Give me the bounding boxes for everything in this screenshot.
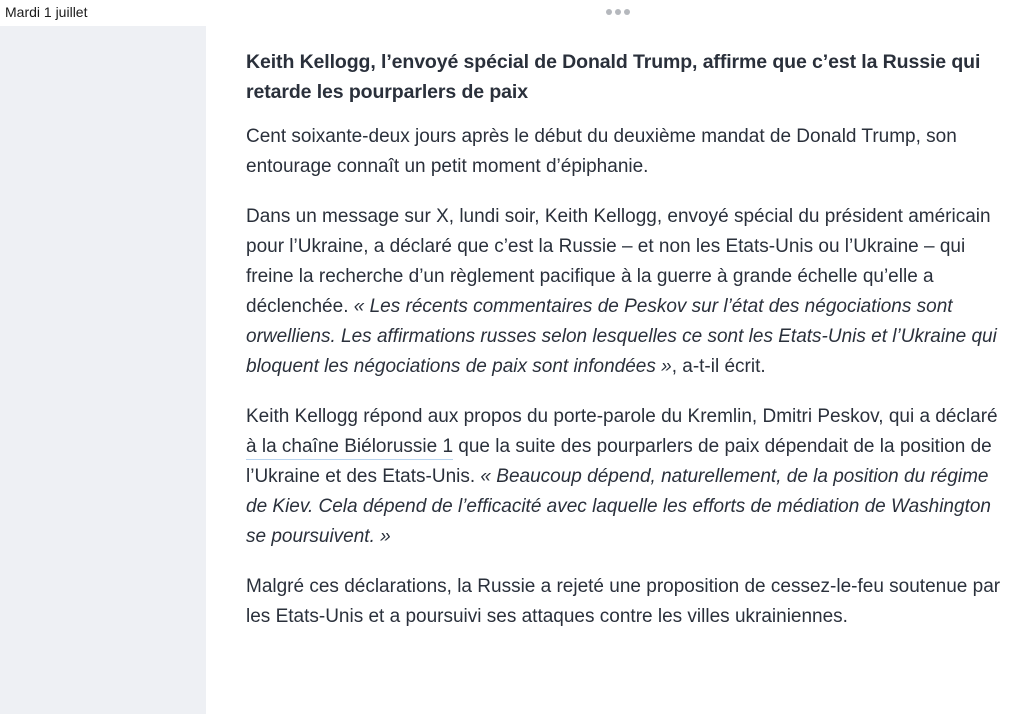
article-paragraph-4: Malgré ces déclarations, la Russie a rejeté une proposition de cessez-le-feu soutenue par les Etats-Unis et a poursuivi ses attaques contre les villes ukrainiennes. (246, 576, 1001, 627)
article-paragraph-1: Cent soixante-deux jours après le début du deuxième mandat de Donald Trump, son entourage connaît un petit moment d’épiphanie. (246, 126, 957, 177)
article-body (246, 47, 1006, 652)
paragraph-text: Dans un message sur X, lundi soir, Keith Kellogg, envoyé spécial du président américain pour l’Ukraine, a déclaré que c’est la Russie – et non les Etats-Unis ou l’Ukraine – qui freine la recherche d’un règlement pacifique à la guerre à grande échelle qu’elle a déclenchée. (246, 206, 991, 317)
dot-icon (606, 9, 612, 15)
article-paragraph-2 (246, 202, 1006, 382)
article-paragraph-3 (246, 402, 1006, 552)
status-bar (0, 0, 1024, 26)
dot-icon (624, 9, 630, 15)
dot-icon (615, 9, 621, 15)
paragraph-text: , a-t-il écrit. (671, 356, 766, 377)
paragraph-text: Keith Kellogg répond aux propos du porte-parole du Kremlin, Dmitri Peskov, qui a déclaré (246, 406, 998, 427)
status-bar-date: Mardi 1 juillet (5, 4, 88, 20)
sidebar-panel (0, 26, 206, 714)
quote-text: « Les récents commentaires de Peskov sur l’état des négociations sont orwelliens. Les affirmations russes selon lesquelles ce sont les Etats-Unis et l’Ukraine qui bloquent les négociations de paix sont infondées » (246, 296, 997, 377)
multitasking-menu-icon[interactable] (606, 9, 630, 15)
paragraph-text: que la suite des pourparlers de paix dépendait de la position de l’Ukraine et des Etats-Unis. (246, 436, 992, 487)
quote-text: « Beaucoup dépend, naturellement, de la position du régime de Kiev. Cela dépend de l’efficacité avec laquelle les efforts de médiation de Washington se poursuivent. » (246, 466, 991, 547)
belarus1-channel-link[interactable]: à la chaîne Biélorussie 1 (246, 436, 453, 460)
article-headline: Keith Kellogg, l’envoyé spécial de Donald Trump, affirme que c’est la Russie qui retarde les pourparlers de paix (246, 51, 981, 103)
